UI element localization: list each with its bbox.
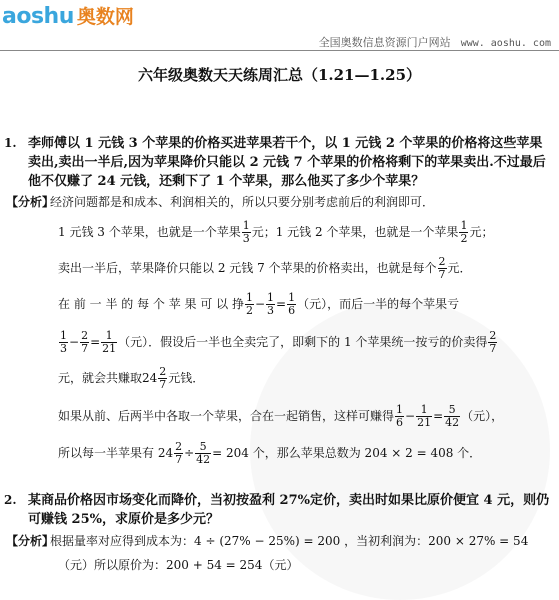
- text-segment: 元；: [469, 225, 494, 239]
- fraction: [416, 404, 432, 429]
- fraction: [59, 330, 68, 355]
- denominator: 2: [460, 232, 468, 245]
- numerator: 1: [460, 219, 468, 232]
- operator: =: [433, 409, 444, 423]
- denominator: 6: [288, 304, 296, 317]
- operator: =: [90, 335, 101, 349]
- numerator: 2: [159, 365, 167, 378]
- denominator: 7: [489, 342, 497, 355]
- page-title: 六年级奥数天天练周汇总（1.21—1.25）: [137, 66, 422, 84]
- operator: −: [69, 335, 80, 349]
- text-segment: 元．: [447, 261, 472, 275]
- fraction: [488, 330, 497, 355]
- text-segment: （元），: [461, 409, 504, 423]
- fraction: [158, 366, 167, 391]
- portal-slogan: 全国奥数信息资源门户网站: [318, 36, 451, 49]
- operator: ÷: [184, 446, 195, 460]
- fraction: [438, 256, 447, 281]
- analysis-line-6: [58, 404, 503, 429]
- fraction: [266, 292, 275, 317]
- numerator: 5: [444, 404, 460, 417]
- text-segment: 元；1 元钱 2 个苹果，也就是一个苹果: [251, 225, 459, 239]
- numerator: 1: [245, 291, 253, 304]
- fraction: [242, 220, 251, 245]
- fraction: [195, 441, 211, 466]
- analysis-line-4: [58, 330, 498, 355]
- denominator: 7: [175, 453, 183, 466]
- numerator: 1: [416, 404, 432, 417]
- fraction: [395, 404, 404, 429]
- fraction: [174, 441, 183, 466]
- analysis-line-2: [58, 256, 472, 281]
- text-segment: （元）．假设后一半也全卖完了，即剩下的 1 个苹果统一按亏的价卖得: [118, 335, 488, 349]
- operator: −: [405, 409, 416, 423]
- text-segment: 元，就会共赚取24: [58, 371, 158, 385]
- text-segment: 在 前 一 半 的 每 个 苹 果 可 以 挣: [58, 297, 244, 311]
- denominator: 7: [81, 342, 89, 355]
- analysis-line-5: [58, 366, 204, 391]
- denominator: 3: [60, 342, 67, 355]
- question-2: [0, 491, 559, 529]
- operator: −: [254, 297, 266, 311]
- numerator: 1: [242, 219, 250, 232]
- denominator: 42: [445, 416, 460, 429]
- text-segment: = 204 个，那么苹果总数为 204 × 2 = 408 个．: [212, 446, 482, 460]
- fraction: [287, 292, 296, 317]
- fraction: [444, 404, 460, 429]
- question-text: 某商品价格因市场变化而降价，当初按盈利 27%定价，卖出时如果比原价便宜 4 元，则仍可赚钱 25%，求原价是多少元？: [28, 493, 550, 527]
- site-logo[interactable]: [2, 2, 134, 29]
- denominator: 21: [102, 342, 117, 355]
- analysis-text-cut: （元）所以原价为：200 + 54 = 254（元）: [58, 558, 299, 572]
- denominator: 6: [396, 416, 404, 429]
- site-header: [0, 0, 559, 49]
- analysis-label: 【分析】: [6, 534, 55, 548]
- logo-text-cn: 奥数网: [76, 6, 134, 28]
- fraction: [459, 220, 468, 245]
- numerator: 1: [288, 291, 296, 304]
- numerator: 1: [267, 291, 275, 304]
- numerator: 2: [438, 255, 446, 268]
- fraction: [245, 292, 254, 317]
- numerator: 2: [175, 440, 183, 453]
- site-url-link[interactable]: www. aoshu. com: [460, 38, 551, 49]
- text-segment: 卖出一半后，苹果降价只能以 2 元钱 7 个苹果的价格卖出，也就是每个: [58, 261, 437, 275]
- numerator: 2: [81, 329, 89, 342]
- analysis-intro: 经济问题都是和成本、利润相关的，所以只要分别考虑前后的利润即可．: [50, 195, 435, 209]
- fraction: [101, 330, 117, 355]
- question-number: 1.: [4, 136, 17, 150]
- denominator: 3: [267, 304, 275, 317]
- numerator: 5: [195, 441, 211, 454]
- denominator: 7: [438, 268, 446, 281]
- analysis-line-3: [58, 292, 459, 317]
- analysis-line-1: [58, 220, 493, 245]
- fraction: [80, 330, 89, 355]
- denominator: 2: [245, 304, 253, 317]
- numerator: 1: [101, 330, 117, 343]
- operator: =: [276, 297, 287, 311]
- numerator: 1: [396, 403, 404, 416]
- analysis-line-7: [58, 441, 481, 466]
- question-number: 2.: [4, 493, 17, 507]
- denominator: 7: [159, 378, 167, 391]
- logo-text-en: aoshu: [2, 4, 74, 29]
- question-text: 李师傅以 1 元钱 3 个苹果的价格买进苹果若干个，以 1 元钱 2 个苹果的价格将这些苹果卖出,卖出一半后,因为苹果降价只能以 2 元钱 7 个苹果的价格将剩下的苹果卖出.不过最后他不仅赚了 24 元钱，还剩下了 1 个苹果，那么他买了多少个苹果？: [28, 136, 546, 189]
- text-segment: 所以每一半苹果有 24: [58, 446, 174, 460]
- denominator: 42: [196, 453, 211, 466]
- text-segment: （元），而后一半的每个苹果亏: [297, 297, 460, 311]
- header-divider: [0, 50, 559, 51]
- text-segment: 如果从前、后两半中各取一个苹果，合在一起销售，这样可赚得: [58, 409, 395, 423]
- analysis-text: 根据量率对应得到成本为：4 ÷ (27% − 25%) = 200 ，当初利润为：200 × 27% = 54: [50, 534, 529, 548]
- numerator: 1: [60, 329, 67, 342]
- header-tagline: [319, 34, 551, 50]
- analysis-label: 【分析】: [6, 195, 55, 209]
- denominator: 3: [242, 232, 250, 245]
- text-segment: 元钱．: [168, 371, 205, 385]
- denominator: 21: [417, 416, 432, 429]
- question-1: [0, 134, 559, 191]
- numerator: 2: [489, 329, 497, 342]
- text-segment: 1 元钱 3 个苹果，也就是一个苹果: [58, 225, 241, 239]
